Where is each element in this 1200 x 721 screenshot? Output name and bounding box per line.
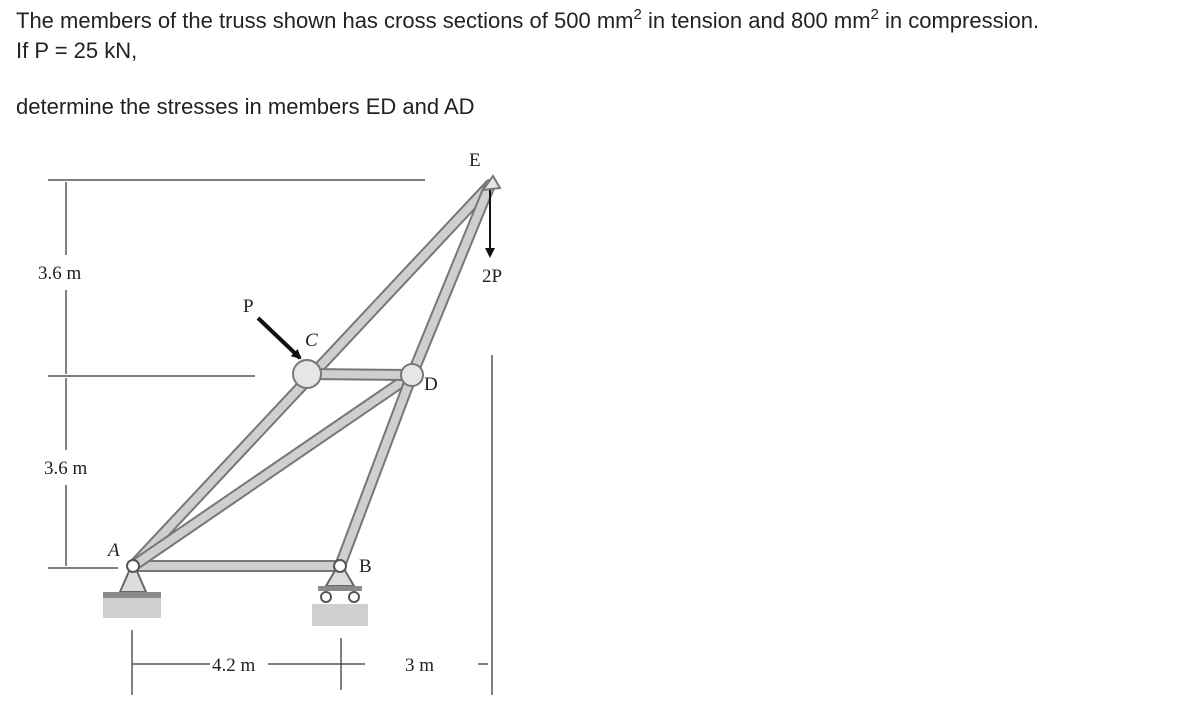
joint-c-plate [293,360,321,388]
load-arrow-p [258,318,300,358]
member-ed [412,185,490,375]
superscript-1: 2 [633,6,642,23]
problem-line-3: determine the stresses in members ED and AD [16,94,475,119]
joint-label-e: E [469,150,481,171]
member-cd [307,374,412,375]
joint-label-d: D [424,374,438,395]
load-label-2p: 2P [482,266,503,287]
line1-middle: in tension and 800 mm [641,8,871,33]
joint-d-plate [401,364,423,386]
joint-label-a: A [108,540,120,561]
dim-label-lower-height: 3.6 m [44,458,88,479]
problem-line-2: If P = 25 kN, [16,38,138,63]
superscript-2: 2 [870,6,879,23]
dim-label-right-span: 3 m [405,655,435,676]
load-label-p: P [243,296,254,317]
dim-label-left-span: 4.2 m [212,655,256,676]
joint-label-b: B [359,556,372,577]
dim-label-upper-height: 3.6 m [38,263,82,284]
joint-label-c: C [305,330,318,351]
line1-prefix: The members of the truss shown has cross sections of 500 mm [16,8,634,33]
line1-suffix: in compression. [878,8,1040,33]
